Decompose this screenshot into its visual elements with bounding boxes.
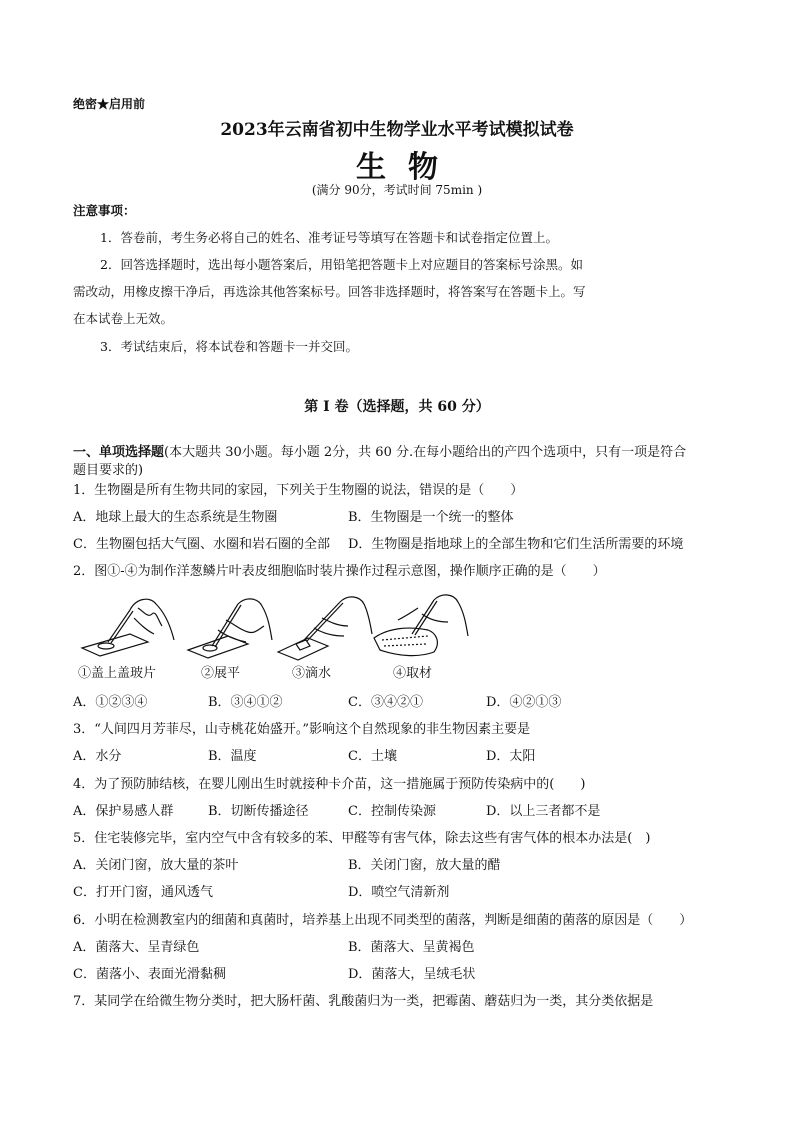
- question-2-option-c: C．③④②①: [348, 695, 423, 710]
- subject-title: 生物: [356, 150, 460, 185]
- question-1-option-b: B．生物圈是一个统一的整体: [348, 510, 514, 525]
- question-1-stem: 1．生物圈是所有生物共同的家园，下列关于生物圈的说法，错误的是（ ）: [73, 483, 524, 498]
- question-2-option-b: B．③④①②: [208, 695, 283, 710]
- question-4-option-a: A．保护易感人群: [73, 804, 174, 819]
- figure-label-1: ①盖上盖玻片: [78, 666, 157, 681]
- exam-title: 2023年云南省初中生物学业水平考试模拟试卷: [220, 120, 574, 140]
- take-material-illustration: [374, 595, 468, 656]
- notice-item-1: 1．答卷前，考生务必将自己的姓名、准考证号等填写在答题卡和试卷指定位置上。: [100, 230, 558, 245]
- figure-label-4: ④取材: [393, 666, 433, 681]
- notice-item-2: 2．回答选择题时，选出每小题答案后，用铅笔把答题卡上对应题目的答案标号涂黑。如: [100, 257, 583, 272]
- question-3-option-d: D．太阳: [486, 749, 536, 764]
- question-6-option-d: D．菌落大，呈绒毛状: [348, 967, 476, 982]
- section-title: 第 I 卷（选择题，共 60 分）: [304, 399, 490, 415]
- part-description-cont: 题目要求的): [73, 463, 144, 478]
- question-4-option-b: B．切断传播途径: [208, 804, 309, 819]
- part-heading: 一、单项选择题: [73, 445, 165, 460]
- question-7-stem: 7．某同学在给微生物分类时，把大肠杆菌、乳酸菌归为一类，把霉菌、蘑菇归为一类，其分类依据是: [73, 994, 654, 1009]
- cover-slip-illustration: [82, 599, 174, 656]
- question-4-option-d: D．以上三者都不是: [486, 804, 601, 819]
- question-5-option-a: A．关闭门窗，放大量的茶叶: [73, 858, 239, 873]
- question-6-option-a: A．菌落大、呈青绿色: [73, 940, 200, 955]
- question-4-stem: 4．为了预防肺结核，在婴儿刚出生时就接种卡介苗，这一措施属于预防传染病中的( ): [73, 777, 586, 792]
- question-5-stem: 5．住宅装修完毕，室内空气中含有较多的苯、甲醛等有害气体，除去这些有害气体的根本办法是( ): [73, 831, 651, 846]
- question-5-option-b: B．关闭门窗，放大量的醋: [348, 858, 501, 873]
- figure-label-2: ②展平: [201, 666, 241, 681]
- question-3-stem: 3．“人间四月芳菲尽，山寺桃花始盛开。”影响这个自然现象的非生物因素主要是: [73, 722, 531, 737]
- question-2-stem: 2．图①-④为制作洋葱鳞片叶表皮细胞临时装片操作过程示意图，操作顺序正确的是（ ）: [73, 564, 606, 579]
- question-6-stem: 6．小明在检测教室内的细菌和真菌时，培养基上出现不同类型的菌落，判断是细菌的菌落的原因是（ ）: [73, 913, 693, 928]
- question-1-option-a: A．地球上最大的生态系统是生物圈: [73, 510, 278, 525]
- confidential-mark: 绝密★启用前: [73, 97, 146, 111]
- question-3-option-b: B．温度: [208, 749, 257, 764]
- notice-heading: 注意事项：: [73, 203, 136, 218]
- question-5-option-d: D．喷空气清新剂: [348, 885, 450, 900]
- question-4-option-c: C．控制传染源: [348, 804, 436, 819]
- question-6-option-c: C．菌落小、表面光滑黏稠: [73, 967, 226, 982]
- notice-item-2-end: 在本试卷上无效。: [73, 311, 174, 326]
- question-1-option-c: C．生物圈包括大气圈、水圈和岩石圈的全部: [73, 537, 330, 552]
- notice-item-3: 3．考试结束后，将本试卷和答题卡一并交回。: [100, 339, 358, 354]
- question-5-option-c: C．打开门窗，通风透气: [73, 885, 213, 900]
- question-2-option-a: A．①②③④: [73, 695, 148, 710]
- figure-label-3: ③滴水: [292, 666, 332, 681]
- question-1-option-d: D．生物圈是指地球上的全部生物和它们生活所需要的环境: [348, 537, 684, 552]
- part-instruction: [73, 441, 686, 460]
- flatten-illustration: [188, 599, 272, 658]
- question-3-option-c: C．土壤: [348, 749, 397, 764]
- notice-item-2-cont: 需改动，用橡皮擦干净后，再选涂其他答案标号。回答非选择题时，将答案写在答题卡上。写: [73, 284, 586, 299]
- part-description: (本大题共 30小题。每小题 2分，共 60 分.在每小题给出的产四个选项中，只有一项是符合: [164, 445, 687, 460]
- question-6-option-b: B．菌落大、呈黄褐色: [348, 940, 475, 955]
- question-2-option-d: D．④②①③: [486, 695, 562, 710]
- exam-info: (满分 90分，考试时间 75min ): [311, 183, 483, 197]
- drop-water-illustration: [278, 597, 372, 660]
- question-3-option-a: A．水分: [73, 749, 122, 764]
